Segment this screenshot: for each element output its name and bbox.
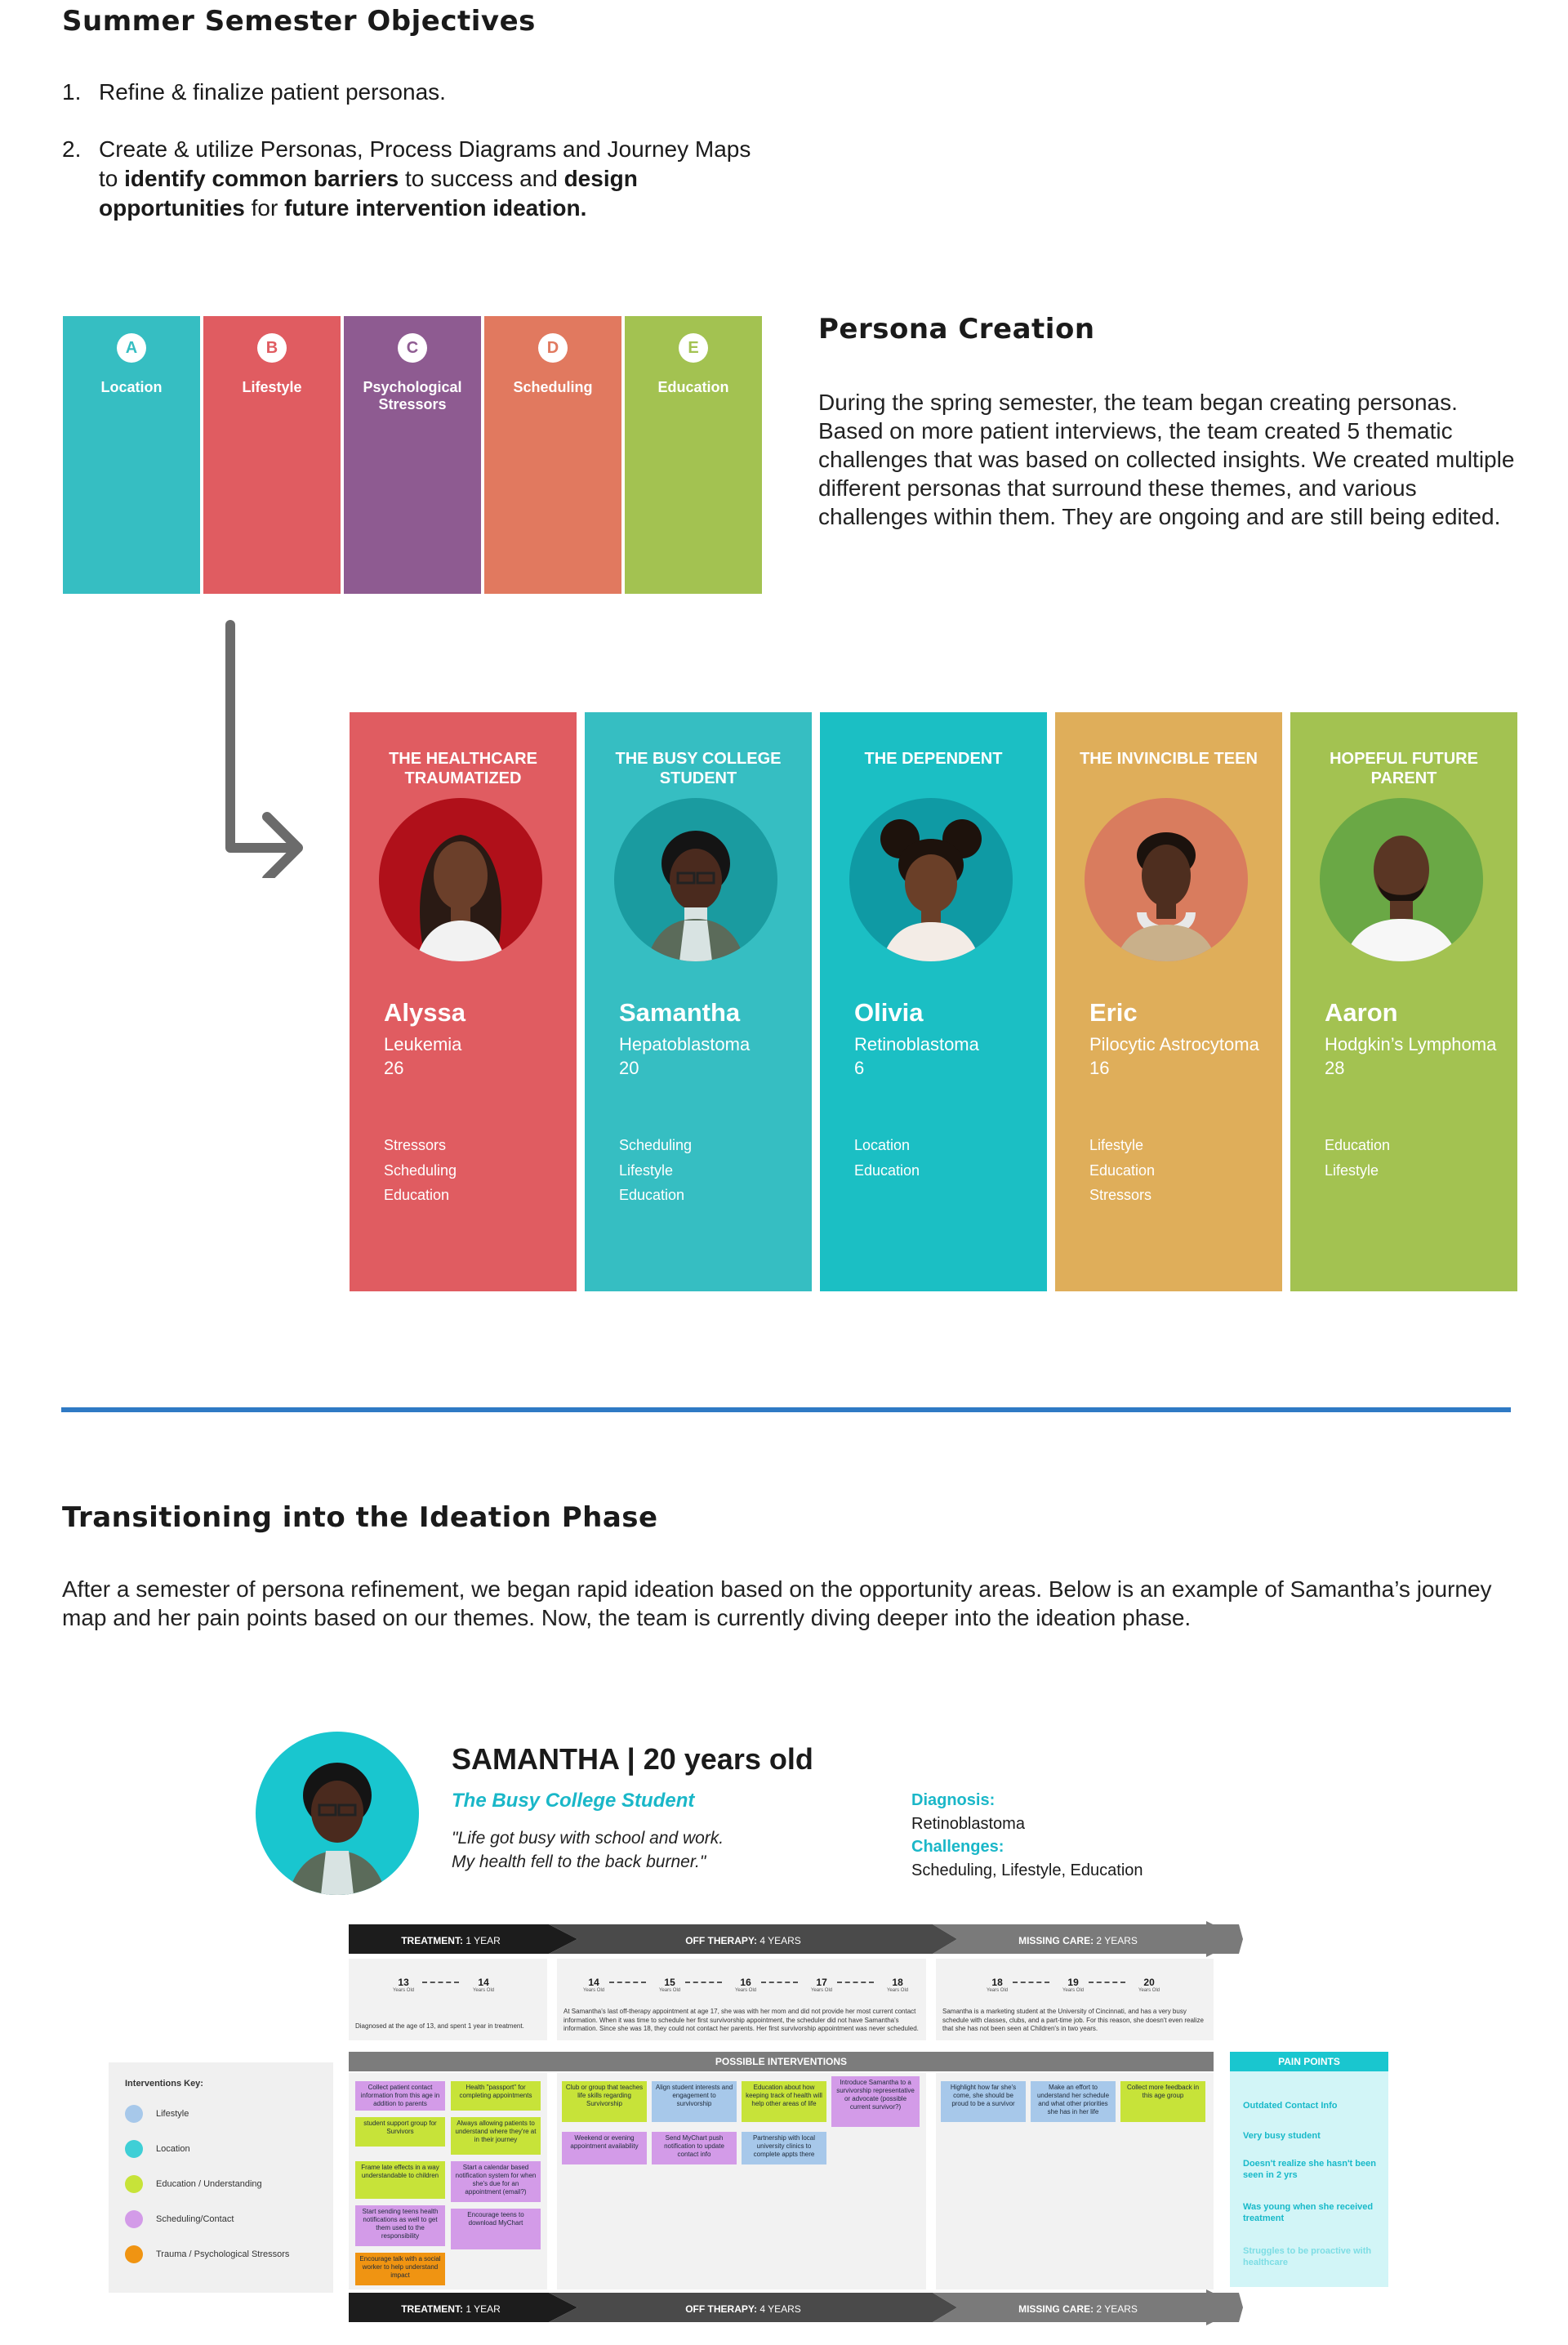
persona-tags — [1325, 1133, 1390, 1183]
sticky-note: Encourage talk with a social worker to help understand impact — [355, 2253, 445, 2285]
pain-points-header: PAIN POINTS — [1230, 2052, 1388, 2071]
interventions-key-title: Interventions Key: — [125, 2079, 203, 2089]
objective-1-number: 1. — [62, 79, 82, 105]
sticky-note: Send MyChart push notification to update contact info — [652, 2132, 737, 2164]
persona-photo-aaron — [1320, 798, 1483, 961]
persona-photo-samantha — [614, 798, 777, 961]
sticky-note: Start sending teens health notifications as well to get them used to the responsibility — [355, 2205, 445, 2246]
persona-tag: Location — [854, 1137, 911, 1153]
journey-details — [911, 1789, 1143, 1882]
persona-tag: Lifestyle — [1325, 1161, 1379, 1179]
persona-name: Eric — [1089, 998, 1138, 1027]
theme-label-location: Location — [100, 379, 163, 395]
persona-tag: Education — [1089, 1161, 1156, 1179]
theme-label-psychological-stressors: Psychological Stressors — [363, 379, 462, 412]
interventions-key — [109, 2062, 333, 2293]
persona-diagnosis-block — [1325, 1032, 1512, 1080]
persona-diagnosis-block — [619, 1032, 807, 1080]
persona-diagnosis: Leukemia — [384, 1034, 462, 1054]
persona-creation-body: During the spring semester, the team began creating personas. Based on more patient interviews, the team created 5 thematic challenges that was based on collected insights. We created multiple different personas that surround these themes, and various challenges within them. They are ongoing and are still being edited. — [818, 390, 1515, 529]
sticky-note: Frame late effects in a way understandable to children — [355, 2161, 445, 2199]
persona-age: 6 — [854, 1058, 865, 1078]
theme-education — [625, 316, 762, 594]
persona-diagnosis: Pilocytic Astrocytoma — [1089, 1034, 1259, 1054]
persona-title: THE BUSY COLLEGE STUDENT — [615, 750, 782, 787]
phase-treatment-bottom: TREATMENT: 1 YEAR — [401, 2303, 501, 2315]
persona-diagnosis: Hodgkin’s Lymphoma — [1325, 1034, 1497, 1054]
persona-card-eric — [1055, 712, 1282, 1291]
ideation-title: Transitioning into the Ideation Phase — [62, 1501, 658, 1534]
journey-name-header: SAMANTHA | 20 years old — [452, 1742, 813, 1776]
persona-tag: Scheduling — [384, 1161, 457, 1179]
objective-2-text: Create & utilize Personas, Process Diagrams and Journey Maps to identify common barriers to success and design opportunities for future intervention ideation. — [99, 136, 751, 221]
persona-diagnosis-block — [854, 1032, 1042, 1080]
scheduling-dot-icon — [125, 2210, 143, 2228]
persona-tag: Stressors — [384, 1137, 447, 1153]
sticky-note: Collect patient contact information from this age in addition to parents — [355, 2081, 445, 2111]
persona-photo-alyssa — [379, 798, 542, 961]
phase-off-therapy-top: OFF THERAPY: 4 YEARS — [685, 1935, 801, 1946]
persona-photo-eric — [1085, 798, 1248, 961]
sticky-note: Make an effort to understand her schedule and what other priorities she has in her life — [1031, 2081, 1116, 2122]
persona-card-alyssa — [350, 712, 577, 1291]
persona-tag: Lifestyle — [619, 1161, 674, 1179]
sticky-note: Education about how keeping track of health will help other areas of life — [742, 2081, 826, 2122]
theme-label-education: Education — [657, 379, 729, 395]
age-marker: 14 Years Old — [473, 1977, 495, 1993]
key-label: Trauma / Psychological Stressors — [156, 2249, 290, 2259]
challenges-label: Challenges: — [911, 1838, 1004, 1856]
objective-2-number: 2. — [62, 136, 82, 162]
age-marker: 18 Years Old — [987, 1977, 1009, 1993]
sticky-note: student support group for Survivors — [355, 2117, 445, 2147]
persona-tag: Stressors — [1089, 1187, 1152, 1203]
sticky-note: Partnership with local university clinics to complete appts there — [742, 2132, 826, 2164]
missing-care-timeline-panel — [936, 1959, 1214, 2040]
lifestyle-dot-icon — [125, 2105, 143, 2123]
persona-creation-title: Persona Creation — [818, 313, 1095, 346]
theme-letter-c: C — [398, 333, 427, 363]
persona-diagnosis: Retinoblastoma — [854, 1034, 979, 1054]
sticky-note: Always allowing patients to understand where they're at in their journey — [451, 2117, 541, 2155]
persona-diagnosis-block — [1089, 1032, 1277, 1080]
treatment-description: Diagnosed at the age of 13, and spent 1 year in treatment. — [355, 2022, 524, 2030]
section-divider — [61, 1407, 1511, 1412]
persona-photo-olivia — [849, 798, 1013, 961]
objectives-title: Summer Semester Objectives — [62, 5, 536, 38]
persona-title: THE DEPENDENT — [864, 750, 1003, 768]
education-dot-icon — [125, 2175, 143, 2193]
theme-psychological-stressors — [344, 316, 481, 594]
age-marker: 13 Years Old — [393, 1977, 415, 1993]
age-marker: 17 Years Old — [811, 1977, 833, 1993]
sticky-note: Align student interests and engagement to survivorship — [652, 2081, 737, 2122]
age-marker: 14 Years Old — [583, 1977, 605, 1993]
age-marker: 20 Years Old — [1138, 1977, 1160, 1993]
journey-subtitle: The Busy College Student — [452, 1790, 695, 1812]
theme-letter-a: A — [117, 333, 146, 363]
diagnosis-label: Diagnosis: — [911, 1791, 996, 1809]
persona-name: Alyssa — [384, 998, 466, 1027]
key-label: Lifestyle — [156, 2109, 189, 2119]
persona-tag: Education — [384, 1187, 450, 1203]
persona-card-aaron — [1290, 712, 1517, 1291]
persona-tag: Education — [854, 1161, 920, 1179]
pain-point: Doesn't realize she hasn't been seen in 2 yrs — [1243, 2159, 1376, 2180]
theme-scheduling — [484, 316, 621, 594]
persona-tags — [619, 1133, 692, 1208]
persona-age: 20 — [619, 1058, 639, 1078]
objective-1-text: Refine & finalize patient personas. — [99, 79, 446, 105]
phase-missing-care-top: MISSING CARE: 2 YEARS — [1018, 1935, 1138, 1946]
age-marker: 16 Years Old — [735, 1977, 757, 1993]
key-label: Education / Understanding — [156, 2179, 262, 2189]
journey-quote: "Life got busy with school and work. My health fell to the back burner." — [452, 1829, 724, 1871]
location-dot-icon — [125, 2140, 143, 2158]
persona-name: Aaron — [1325, 998, 1398, 1027]
key-label: Location — [156, 2144, 190, 2154]
persona-title: THE INVINCIBLE TEEN — [1080, 750, 1258, 768]
treatment-interventions — [349, 2073, 547, 2289]
persona-age: 28 — [1325, 1058, 1345, 1078]
pain-point: Struggles to be proactive with healthcare — [1243, 2246, 1372, 2267]
trauma-dot-icon — [125, 2245, 143, 2263]
persona-title: HOPEFUL FUTURE PARENT — [1330, 750, 1478, 787]
diagnosis-value: Retinoblastoma — [911, 1814, 1025, 1833]
sticky-note: Introduce Samantha to a survivorship representative or advocate (possible current survivor?) — [831, 2076, 920, 2127]
off-therapy-description: At Samantha's last off-therapy appointment at age 17, she was with her mom and did not provide her most current contact information. When it was time to schedule her first survivorship appointment, the scheduler did not have Samantha's information. Since she was 18, they could not contact her parents. Her first survivorship appointment was never scheduled. — [564, 2008, 919, 2032]
age-marker: 18 Years Old — [887, 1977, 909, 1993]
age-marker: 15 Years Old — [659, 1977, 681, 1993]
sticky-note: Health "passport" for completing appointments — [451, 2081, 541, 2111]
persona-tag: Scheduling — [619, 1137, 693, 1153]
persona-tags — [1089, 1133, 1155, 1208]
sticky-note: Highlight how far she's come, she should be proud to be a survivor — [941, 2081, 1026, 2122]
persona-diagnosis-block — [384, 1032, 572, 1080]
persona-tags — [384, 1133, 457, 1208]
sticky-note: Start a calendar based notification system for when she's due for an appointment (email?) — [451, 2161, 541, 2202]
persona-name: Olivia — [854, 998, 924, 1027]
samantha-avatar — [256, 1732, 419, 1895]
phase-missing-care-bottom: MISSING CARE: 2 YEARS — [1018, 2303, 1138, 2315]
sticky-note: Encourage teens to download MyChart — [451, 2209, 541, 2249]
challenges-value: Scheduling, Lifestyle, Education — [911, 1861, 1143, 1879]
persona-age: 16 — [1089, 1058, 1110, 1078]
persona-tag: Education — [619, 1187, 685, 1203]
sticky-note: Club or group that teaches life skills regarding Survivorship — [562, 2081, 647, 2122]
off-therapy-timeline-panel — [557, 1959, 926, 2040]
possible-interventions-header: POSSIBLE INTERVENTIONS — [349, 2052, 1214, 2071]
persona-name: Samantha — [619, 998, 741, 1027]
missing-care-description: Samantha is a marketing student at the University of Cincinnati, and has a very busy schedule with classes, clubs, and a part-time job. For this reason, she doesn't even realize that she has not been seen at Children's in two years. — [942, 2008, 1204, 2032]
theme-letter-d: D — [538, 333, 568, 363]
off-therapy-interventions — [557, 2073, 926, 2289]
persona-card-samantha — [585, 712, 812, 1291]
theme-letter-b: B — [257, 333, 287, 363]
age-marker: 19 Years Old — [1062, 1977, 1085, 1993]
theme-letter-e: E — [679, 333, 708, 363]
sticky-note: Weekend or evening appointment availability — [562, 2132, 647, 2164]
ideation-body: After a semester of persona refinement, we began rapid ideation based on the opportunity areas. Below is an example of Samantha’s journey map and her pain points based on our themes. Now, the team is currently diving deeper into the ideation phase. — [62, 1576, 1492, 1630]
phase-treatment-top: TREATMENT: 1 YEAR — [401, 1935, 501, 1946]
persona-card-olivia — [820, 712, 1047, 1291]
phase-off-therapy-bottom: OFF THERAPY: 4 YEARS — [685, 2303, 801, 2315]
theme-label-lifestyle: Lifestyle — [242, 379, 302, 395]
theme-lifestyle — [203, 316, 341, 594]
down-right-arrow-icon — [212, 617, 310, 878]
persona-tag: Lifestyle — [1089, 1137, 1144, 1153]
pain-point: Outdated Contact Info — [1243, 2101, 1338, 2111]
missing-care-interventions — [936, 2073, 1214, 2289]
pain-point: Very busy student — [1243, 2131, 1321, 2141]
key-label: Scheduling/Contact — [156, 2214, 234, 2224]
theme-location — [63, 316, 200, 594]
persona-tag: Education — [1325, 1137, 1391, 1153]
persona-diagnosis: Hepatoblastoma — [619, 1034, 751, 1054]
treatment-timeline-panel — [349, 1959, 547, 2040]
persona-title: THE HEALTHCARE TRAUMATIZED — [389, 750, 537, 787]
theme-label-scheduling: Scheduling — [513, 379, 593, 395]
sticky-note: Collect more feedback in this age group — [1120, 2081, 1205, 2122]
persona-age: 26 — [384, 1058, 404, 1078]
persona-tags — [854, 1133, 920, 1183]
pain-point: Was young when she received treatment — [1243, 2202, 1374, 2223]
